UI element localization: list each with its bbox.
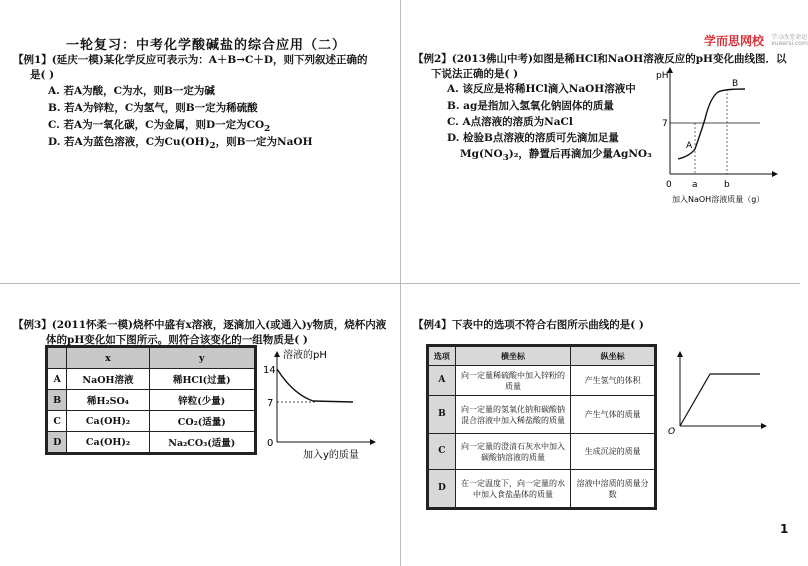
ex3-y-tick-7: 7 <box>267 398 274 409</box>
table-cell: 在一定温度下，向一定量的水中加入食盐晶体的质量 <box>455 470 570 508</box>
page-number: 1 <box>780 522 789 536</box>
logo-text: 学而思网校 <box>704 34 765 48</box>
table-cell: B <box>48 390 67 411</box>
table-cell: 产生氢气的体积 <box>571 366 655 396</box>
ex3-ph-chart <box>255 344 380 464</box>
table-row <box>48 390 255 411</box>
table-header-row <box>48 348 255 369</box>
table-row <box>429 396 655 434</box>
ex3-y-label: 溶液的pH <box>283 350 327 361</box>
table-row <box>48 432 255 453</box>
table-cell: NaOH溶液 <box>67 369 149 390</box>
ex3-ph-curve <box>277 369 353 402</box>
table-header-cell: y <box>149 348 254 369</box>
logo-domain: xueersi.com <box>771 39 808 47</box>
logo <box>704 30 808 49</box>
ex1-option-c: C. 若A为一氧化碳，C为金属，则D一定为$CO_2$ <box>48 119 271 135</box>
page-title: 一轮复习：中考化学酸碱盐的综合应用（二） <box>66 38 347 53</box>
table-cell: A <box>429 366 456 396</box>
ex1-option-a: A. 若A为酸，C为水，则B一定为碱 <box>48 85 215 97</box>
table-cell: CO₂(适量) <box>149 411 254 432</box>
ex2-option-c: C. A点溶液的溶质为NaCl <box>447 116 573 128</box>
ex2-option-b: B. ag是指加入氢氧化钠固体的质量 <box>447 100 614 112</box>
ex2-origin: 0 <box>666 180 672 190</box>
ex4-origin: O <box>668 427 676 437</box>
ex4-curve <box>680 374 760 426</box>
ex2-option-a: A. 该反应是将稀HCl滴入NaOH溶液中 <box>447 83 636 95</box>
ex1-question-line1: 【例1】(延庆一模)某化学反应可表示为：A＋B→C＋D，则下列叙述正确的 <box>13 54 368 66</box>
ex3-x-label: 加入y的质量 <box>303 450 359 461</box>
ex3-question-line2: 体的pH变化如下图所示。则符合该变化的一组物质是( ) <box>46 334 308 346</box>
ex1-option-b: B. 若A为锌粒，C为氢气，则B一定为稀硫酸 <box>48 102 258 114</box>
ex2-question-line1: 【例2】(2013佛山中考)如图是稀HCl和NaOH溶液反应的pH变化曲线图．以 <box>413 53 787 65</box>
ex1-question-line2: 是( ) <box>30 69 55 81</box>
ex1-option-d: D. 若A为蓝色溶液，C为$Cu(OH)_2$，则B一定为NaOH <box>48 136 313 152</box>
table-cell: 产生气体的质量 <box>571 396 655 434</box>
ex2-point-a: A <box>686 141 693 151</box>
table-cell: 生成沉淀的质量 <box>571 434 655 470</box>
ex2-x-tick-b: b <box>724 180 730 190</box>
table-cell: 稀H₂SO₄ <box>67 390 149 411</box>
table-row <box>48 369 255 390</box>
table-header-cell: x <box>67 348 149 369</box>
logo-tagline: 学习改变命运 <box>771 33 808 41</box>
ex2-x-label: 加入NaOH溶液质量（g） <box>672 195 765 204</box>
table-row <box>429 434 655 470</box>
table-header-cell: 横坐标 <box>455 347 570 366</box>
ex4-curve-chart <box>668 350 768 435</box>
table-cell: 向一定量的澄清石灰水中加入碳酸钠溶液的质量 <box>455 434 570 470</box>
ex3-question-line1: 【例3】(2011怀柔一模)烧杯中盛有x溶液，逐滴加入(或通入)y物质，烧杯内液 <box>13 319 387 331</box>
ex2-y-label: pH <box>656 71 669 81</box>
ex4-question-line1: 【例4】下表中的选项不符合右图所示曲线的是( ) <box>413 319 644 331</box>
table-row <box>429 470 655 508</box>
ex2-x-tick-a: a <box>692 180 698 190</box>
table-cell: 向一定量稀硫酸中加入锌粉的质量 <box>455 366 570 396</box>
table-header-row <box>429 347 655 366</box>
table-row <box>48 411 255 432</box>
table-header-cell <box>48 348 67 369</box>
ex3-y-tick-0: 0 <box>267 438 274 449</box>
table-cell: D <box>429 470 456 508</box>
table-header-cell: 纵坐标 <box>571 347 655 366</box>
ex2-question-line2: 下说法正确的是( ) <box>431 68 519 80</box>
table-cell: 向一定量的氢氧化钠和碳酸钠混合溶液中加入稀盐酸的质量 <box>455 396 570 434</box>
table-cell: 溶液中溶质的质量分数 <box>571 470 655 508</box>
table-cell: C <box>48 411 67 432</box>
table-cell: D <box>48 432 67 453</box>
ex3-table <box>47 347 255 453</box>
table-cell: C <box>429 434 456 470</box>
ex2-option-d: D. 检验B点溶液的溶质可先滴加足量 <box>447 132 619 144</box>
ex2-y-tick-7: 7 <box>662 119 668 129</box>
ex2-ph-chart <box>650 64 785 214</box>
table-cell: 锌粒(少量) <box>149 390 254 411</box>
table-cell: Ca(OH)₂ <box>67 432 149 453</box>
ex3-y-tick-14: 14 <box>263 365 276 376</box>
table-cell: 稀HCl(过量) <box>149 369 254 390</box>
ex2-point-b: B <box>732 79 739 89</box>
table-cell: A <box>48 369 67 390</box>
table-row <box>429 366 655 396</box>
table-cell: Na₂CO₃(适量) <box>149 432 254 453</box>
table-cell: B <box>429 396 456 434</box>
table-cell: Ca(OH)₂ <box>67 411 149 432</box>
table-header-cell: 选项 <box>429 347 456 366</box>
ex4-table <box>428 346 655 508</box>
ex2-option-d-cont: $Mg(NO_3)_2$，静置后再滴加少量AgNO₃ <box>460 148 652 164</box>
